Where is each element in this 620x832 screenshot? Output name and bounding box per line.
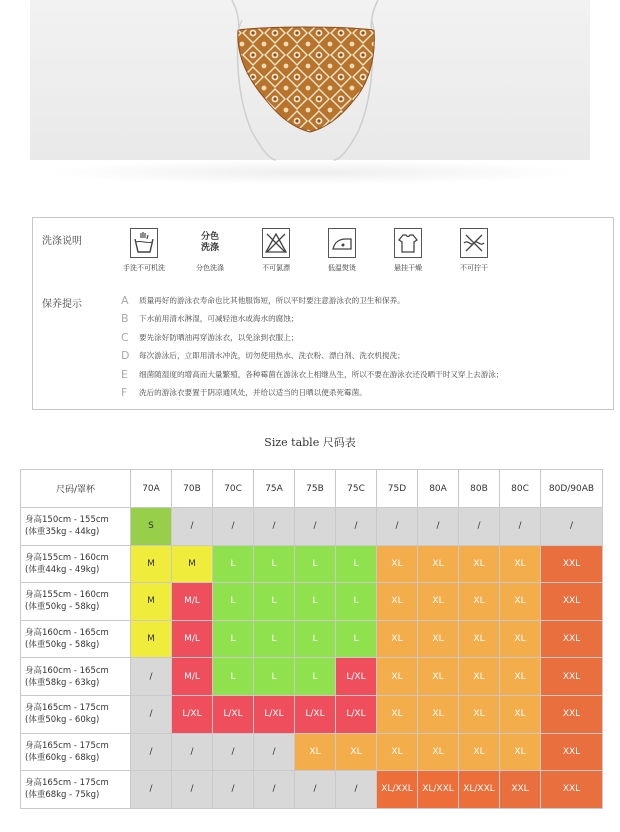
size-cell: L [295, 620, 336, 658]
size-cell: XXL [541, 658, 603, 696]
size-cell: XL [295, 733, 336, 771]
row-weight-range: (体重50kg - 58kg) [25, 640, 100, 651]
size-cell: XL [500, 583, 541, 621]
size-cell: / [172, 733, 213, 771]
wash-label: 手洗不可机洗 [123, 264, 165, 272]
tip-letter: E [121, 367, 128, 381]
wash-item-hand-wash [113, 228, 175, 273]
size-cell: / [459, 508, 500, 546]
size-cell: M [131, 583, 172, 621]
size-cell: / [254, 771, 295, 809]
size-cell: XL [500, 695, 541, 733]
size-cell: XL [459, 583, 500, 621]
size-cell: / [213, 771, 254, 809]
size-cell: / [336, 508, 377, 546]
size-column-header: 80D/90AB [541, 470, 603, 508]
tip-item [121, 310, 611, 329]
size-table-title: Size table 尺码表 [264, 436, 356, 449]
size-column-header: 75C [336, 470, 377, 508]
size-row-header [21, 695, 131, 733]
row-height-range: 身高155cm - 160cm [25, 590, 109, 601]
size-row-header [21, 583, 131, 621]
size-table-row [21, 620, 603, 658]
size-row-header [21, 545, 131, 583]
size-cell: XXL [541, 733, 603, 771]
size-cell: XL [418, 695, 459, 733]
row-height-range: 身高155cm - 160cm [25, 552, 109, 563]
row-weight-range: (体重50kg - 58kg) [25, 602, 100, 613]
size-cell: / [131, 771, 172, 809]
size-table-corner-header: 尺码/罩杯 [21, 470, 131, 508]
size-cell: / [336, 771, 377, 809]
row-weight-range: (体重50kg - 60kg) [25, 715, 100, 726]
hang-dry-icon [394, 228, 422, 258]
wash-label: 低温熨烫 [328, 264, 356, 272]
size-cell: / [254, 508, 295, 546]
tip-item [121, 384, 611, 403]
size-table-body [21, 508, 603, 809]
size-cell: / [500, 508, 541, 546]
size-row-header [21, 508, 131, 546]
row-height-range: 身高150cm - 155cm [25, 515, 109, 526]
no-wring-icon [460, 228, 488, 258]
size-cell: XL [459, 733, 500, 771]
size-cell: XL [459, 658, 500, 696]
size-cell: / [541, 508, 603, 546]
separate-wash-icon [196, 228, 224, 258]
size-cell: XL [418, 620, 459, 658]
size-cell: S [131, 508, 172, 546]
tip-item [121, 328, 611, 347]
tip-text: 质量再好的游泳衣寿命也比其他服饰短，所以平时要注意游泳衣的卫生和保养。 [139, 295, 405, 305]
wash-item-no-wring [443, 228, 505, 273]
size-cell: XL [459, 620, 500, 658]
size-cell: L/XL [336, 695, 377, 733]
size-cell: XL [377, 733, 418, 771]
size-cell: XL [418, 545, 459, 583]
low-iron-icon [328, 228, 356, 258]
size-cell: XL [377, 620, 418, 658]
tip-text: 洗后的游泳衣要置于阴凉通风处，并给以适当的日晒以便杀死霉菌。 [139, 388, 367, 398]
wash-item-no-bleach [245, 228, 307, 273]
size-table-row [21, 771, 603, 809]
size-cell: M/L [172, 658, 213, 696]
wash-item-low-iron [311, 228, 373, 273]
size-cell: M [131, 620, 172, 658]
size-cell: L [295, 658, 336, 696]
size-column-header: 75A [254, 470, 295, 508]
size-cell: XXL [541, 545, 603, 583]
size-cell: M/L [172, 583, 213, 621]
size-cell: / [131, 733, 172, 771]
size-column-header: 80A [418, 470, 459, 508]
no-bleach-icon [262, 228, 290, 258]
size-cell: L/XL [295, 695, 336, 733]
size-cell: XL [418, 658, 459, 696]
separate-wash-text-2: 洗涤 [200, 243, 219, 253]
size-row-header [21, 620, 131, 658]
size-cell: XXL [541, 771, 603, 809]
size-cell: XL [500, 620, 541, 658]
size-cell: XL [377, 658, 418, 696]
size-column-header: 70A [131, 470, 172, 508]
size-table-row [21, 583, 603, 621]
size-cell: XL [459, 545, 500, 583]
size-cell: / [172, 771, 213, 809]
size-cell: M/L [172, 620, 213, 658]
tip-item [121, 291, 611, 310]
size-table-row [21, 508, 603, 546]
hand-wash-icon [130, 228, 158, 258]
size-cell: / [213, 508, 254, 546]
row-weight-range: (体重58kg - 63kg) [25, 677, 100, 688]
size-cell: L [254, 620, 295, 658]
wash-label: 不可拧干 [460, 264, 488, 272]
row-height-range: 身高165cm - 175cm [25, 703, 109, 714]
size-column-header: 80C [500, 470, 541, 508]
wash-item-hang-dry [377, 228, 439, 273]
size-cell: XL [500, 545, 541, 583]
separate-wash-text-1: 分色 [200, 232, 219, 242]
size-table [20, 469, 603, 809]
size-cell: / [295, 508, 336, 546]
size-cell: L [213, 620, 254, 658]
size-cell: XL [377, 583, 418, 621]
size-cell: L [295, 583, 336, 621]
row-height-range: 身高160cm - 165cm [25, 628, 109, 639]
size-cell: L [336, 583, 377, 621]
care-instructions-box [32, 217, 614, 410]
swimsuit-bottom-image [0, 0, 620, 197]
size-cell: L [336, 545, 377, 583]
row-weight-range: (体重60kg - 68kg) [25, 752, 100, 763]
wash-label: 分色洗涤 [196, 264, 224, 272]
maintenance-tips-title: 保养提示 [42, 299, 82, 310]
row-height-range: 身高165cm - 175cm [25, 740, 109, 751]
row-height-range: 身高165cm - 175cm [25, 778, 109, 789]
size-cell: L [213, 583, 254, 621]
size-cell: L [336, 620, 377, 658]
size-cell: L [254, 658, 295, 696]
size-cell: L/XL [172, 695, 213, 733]
size-table-row [21, 733, 603, 771]
size-cell: / [377, 508, 418, 546]
size-column-header: 70B [172, 470, 213, 508]
wash-label: 悬挂干燥 [394, 264, 422, 272]
size-cell: L/XL [336, 658, 377, 696]
size-column-header: 70C [213, 470, 254, 508]
wash-label: 不可氯漂 [262, 264, 290, 272]
tip-text: 每次游泳后，立即用清水冲洗，切勿使用热水、洗衣粉、漂白剂、洗衣机搅洗； [139, 351, 405, 361]
size-cell: XXL [541, 695, 603, 733]
size-cell: L [213, 658, 254, 696]
size-cell: / [254, 733, 295, 771]
tip-letter: D [121, 349, 130, 363]
size-table-header-row [21, 470, 603, 508]
size-cell: / [213, 733, 254, 771]
row-weight-range: (体重68kg - 75kg) [25, 790, 100, 801]
size-column-header: 75D [377, 470, 418, 508]
wash-icon-row [113, 228, 513, 284]
size-cell: XL [377, 695, 418, 733]
row-weight-range: (体重44kg - 49kg) [25, 564, 100, 575]
maintenance-tips-list [121, 291, 611, 402]
wash-item-separate [179, 228, 241, 273]
size-cell: XL/XXL [418, 771, 459, 809]
size-row-header [21, 733, 131, 771]
tip-text: 细菌随湿度的增高而大量繁殖，各种霉菌在游泳衣上相继丛生，所以不要在游泳衣还没晒干时又穿上去游泳； [139, 369, 504, 379]
size-table-row [21, 658, 603, 696]
size-column-header: 80B [459, 470, 500, 508]
tip-text: 要先涂好防晒油再穿游泳衣，以免涂到衣服上； [139, 332, 299, 342]
size-cell: XXL [500, 771, 541, 809]
size-cell: L/XL [213, 695, 254, 733]
size-cell: XXL [541, 620, 603, 658]
wash-instructions-title: 洗涤说明 [42, 236, 82, 247]
size-cell: / [172, 508, 213, 546]
size-cell: L [254, 545, 295, 583]
tip-item [121, 365, 611, 384]
size-cell: XL [418, 583, 459, 621]
size-cell: XL [459, 695, 500, 733]
size-cell: / [131, 658, 172, 696]
tip-letter: B [121, 312, 129, 326]
tip-letter: C [121, 330, 129, 344]
size-cell: / [418, 508, 459, 546]
size-row-header [21, 658, 131, 696]
size-column-header: 75B [295, 470, 336, 508]
tip-text: 下水前用清水淋湿，可减轻池水或海水的腐蚀； [139, 314, 299, 324]
product-photo [0, 0, 620, 197]
size-cell: XL [336, 733, 377, 771]
size-cell: L [254, 583, 295, 621]
row-weight-range: (体重35kg - 44kg) [25, 527, 100, 538]
size-row-header [21, 771, 131, 809]
size-cell: L/XL [254, 695, 295, 733]
size-cell: XL/XXL [377, 771, 418, 809]
size-cell: M [131, 545, 172, 583]
size-cell: XL [418, 733, 459, 771]
size-cell: L [213, 545, 254, 583]
row-height-range: 身高160cm - 165cm [25, 665, 109, 676]
size-cell: / [131, 695, 172, 733]
tip-letter: F [121, 386, 128, 400]
size-table-row [21, 695, 603, 733]
size-cell: / [295, 771, 336, 809]
size-cell: L [295, 545, 336, 583]
size-cell: XXL [541, 583, 603, 621]
tip-letter: A [121, 293, 129, 307]
tip-item [121, 347, 611, 366]
size-cell: XL [500, 658, 541, 696]
size-cell: M [172, 545, 213, 583]
size-cell: XL [500, 733, 541, 771]
size-table-row [21, 545, 603, 583]
size-cell: XL/XXL [459, 771, 500, 809]
size-cell: XL [377, 545, 418, 583]
